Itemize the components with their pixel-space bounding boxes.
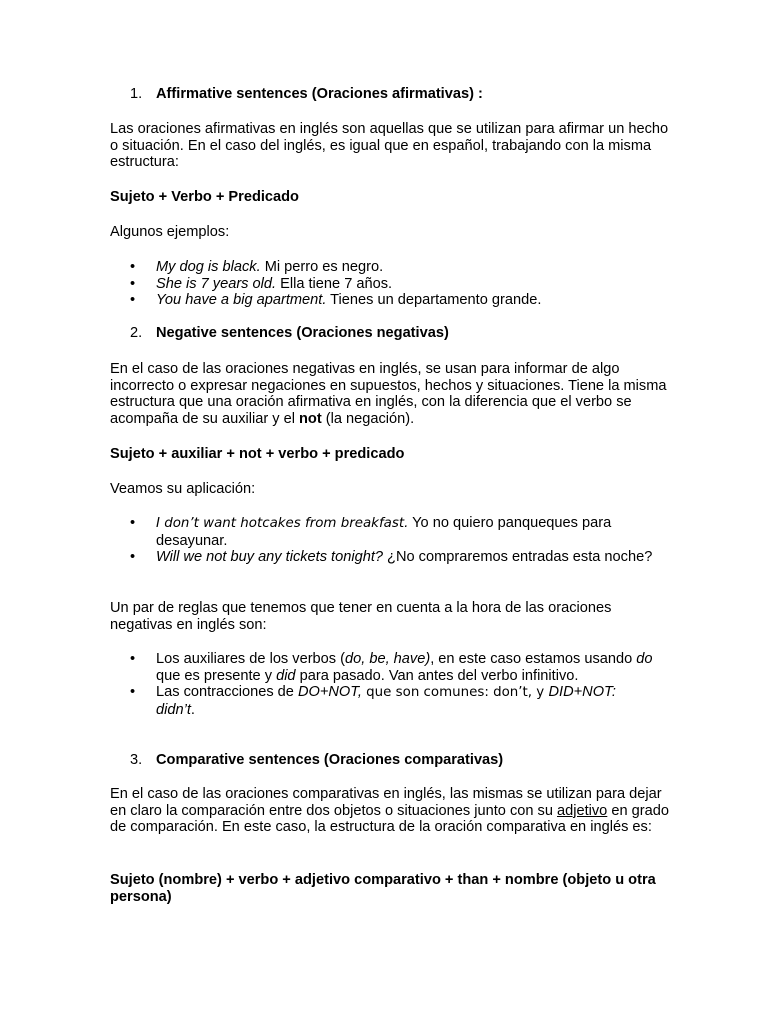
list-item: • Will we not buy any tickets tonight? ¿No compraremos entradas esta noche? [130, 549, 653, 565]
bullet-icon: • [130, 549, 136, 565]
section-3-number: 3. [130, 752, 143, 768]
section-3-paragraph: En el caso de las oraciones comparativas en inglés, las mismas se utilizan para dejar en claro la comparación entre dos objetos o situaciones junto con su adjetivo en grado de comparación. En este caso, la estructura de la oración comparativa en inglés es: [110, 786, 669, 835]
section-1-structure: Sujeto + Verbo + Predicado [110, 189, 299, 205]
section-3-heading [130, 752, 650, 769]
section-1-examples-list [128, 259, 658, 309]
section-2-rules-list [128, 651, 658, 718]
bullet-icon: • [130, 651, 136, 667]
section-1-examples-intro: Algunos ejemplos: [110, 224, 230, 240]
list-item: • She is 7 years old. Ella tiene 7 años. [130, 275, 393, 292]
section-2-title: Negative sentences (Oraciones negativas) [156, 325, 449, 341]
bullet-icon: • [130, 515, 136, 531]
section-1-number: 1. [130, 86, 143, 102]
bullet-icon: • [130, 684, 136, 700]
list-item: • Los auxiliares de los verbos (do, be, have), en este caso estamos usando do que es presente y did para pasado. Van antes del verbo infinitivo. [130, 651, 653, 684]
section-3-title: Comparative sentences (Oraciones comparativas) [156, 752, 504, 768]
list-item: • I don’t want hotcakes from breakfast. Yo no quiero panqueques para desayunar. [130, 515, 612, 549]
bullet-icon: • [130, 275, 136, 292]
section-1-title: Affirmative sentences (Oraciones afirmativas) : [156, 86, 483, 102]
section-1-heading [130, 86, 650, 103]
section-2-examples-list [128, 515, 658, 566]
section-2-number: 2. [130, 325, 143, 341]
bullet-icon: • [130, 259, 136, 275]
section-2-examples-intro: Veamos su aplicación: [110, 481, 256, 497]
list-item: • My dog is black. Mi perro es negro. [130, 259, 384, 275]
section-1-paragraph: Las oraciones afirmativas en inglés son aquellas que se utilizan para afirmar un hecho o situación. En el caso del inglés, es igual que en español, trabajando con la misma estructura: [110, 121, 669, 170]
section-2-paragraph: En el caso de las oraciones negativas en inglés, se usan para informar de algo incorrecto o expresar negaciones en supuestos, hechos y situaciones. Tiene la misma estructura que una oración afirmativa en inglés, con la diferencia que el verbo se acompaña de su auxiliar y el not (la negación). [110, 361, 667, 427]
list-item: • You have a big apartment. Tienes un departamento grande. [130, 292, 542, 308]
bullet-icon: • [130, 292, 136, 308]
section-3-structure: Sujeto (nombre) + verbo + adjetivo comparativo + than + nombre (objeto u otra persona) [110, 872, 656, 905]
section-2-structure: Sujeto + auxiliar + not + verbo + predicado [110, 446, 405, 462]
list-item: • Las contracciones de DO+NOT, que son comunes: don’t, y DID+NOT: didn’t. [130, 684, 616, 718]
section-2-heading [130, 325, 650, 342]
adjetivo-link[interactable]: adjetivo [557, 802, 608, 819]
section-2-rules-intro: Un par de reglas que tenemos que tener en cuenta a la hora de las oraciones negativas en inglés son: [110, 600, 612, 633]
